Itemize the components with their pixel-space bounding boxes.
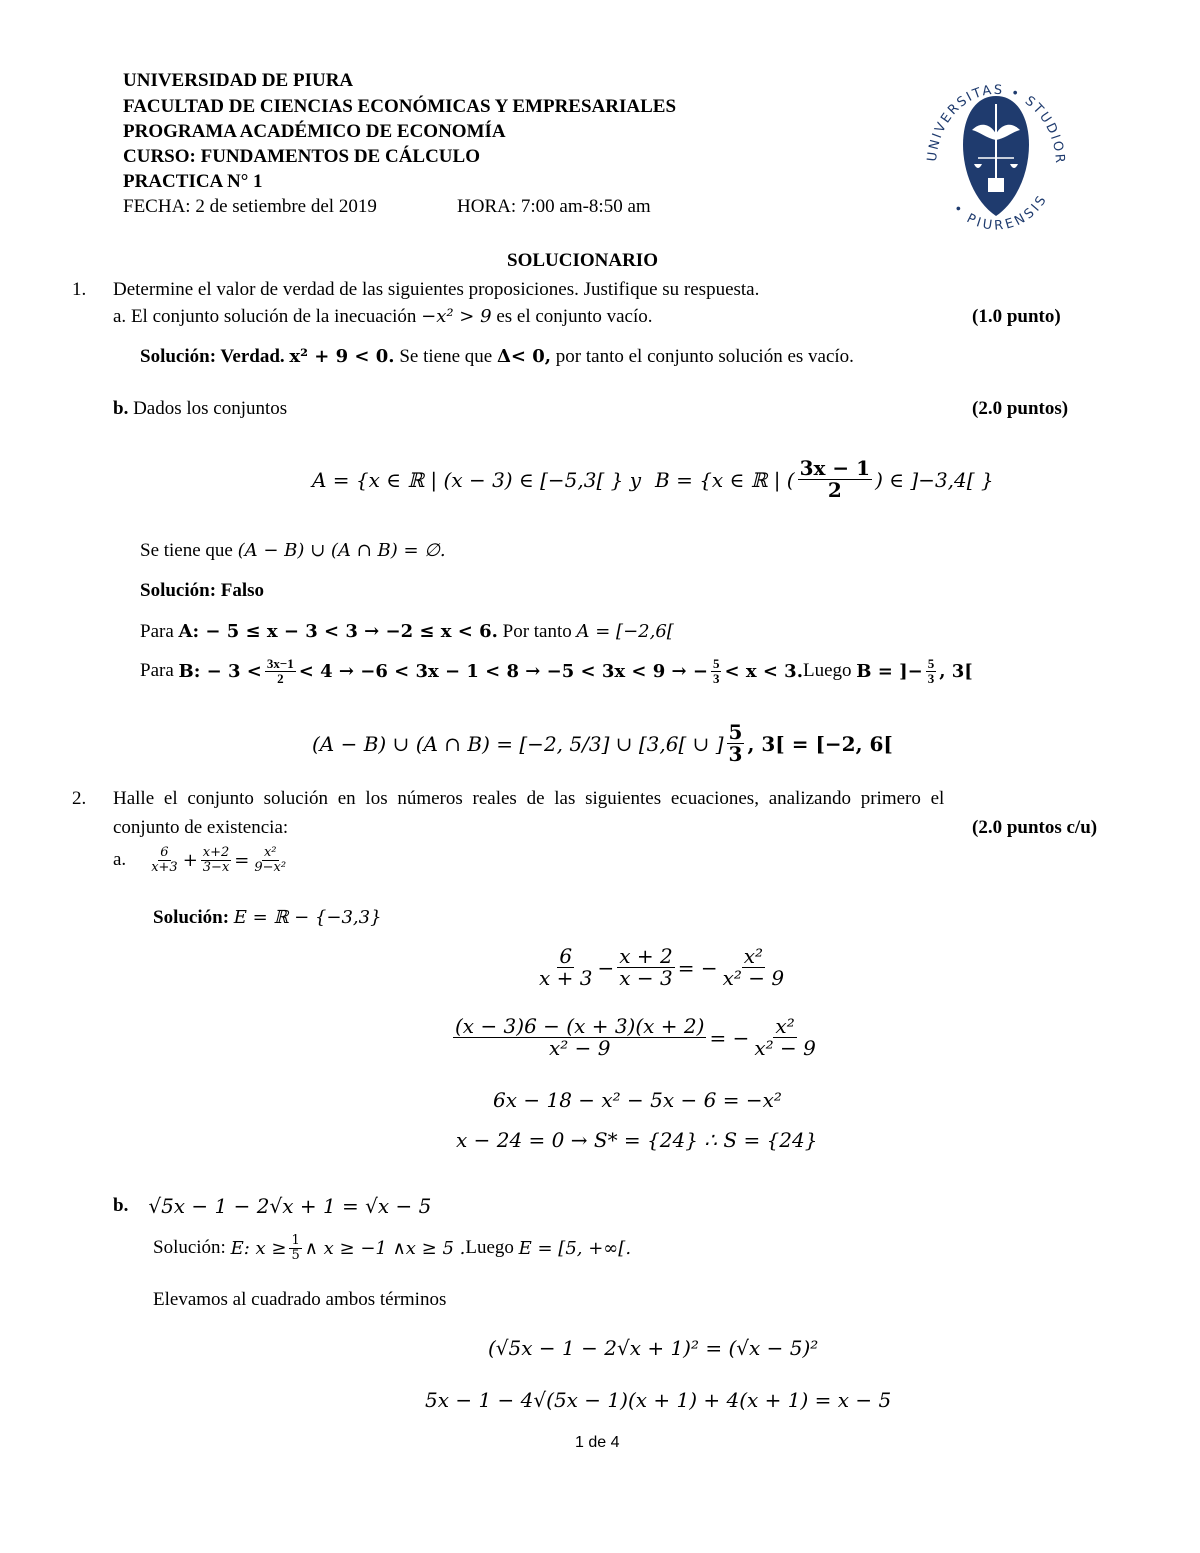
q1b-result-m2: , 3[ = [−2, 6[ <box>747 731 893 756</box>
q2a-label: a. <box>113 849 127 871</box>
q2a-s1-frac2-num: x + 2 <box>619 944 673 968</box>
q2b-label: b. <box>113 1195 129 1216</box>
page-title: SOLUCIONARIO <box>507 250 658 271</box>
q1b-para-b-m4: B = ]− <box>856 660 923 682</box>
q1b-para-b-frac3 <box>926 657 937 685</box>
q1b-para-b-frac2-num: 5 <box>712 656 720 671</box>
q1b-sets <box>312 458 994 501</box>
q1b-claim-text: Se tiene que <box>140 540 238 561</box>
q2a-frac2 <box>201 846 232 874</box>
header-course: CURSO: FUNDAMENTOS DE CÁLCULO <box>123 146 480 167</box>
q1b-item <box>113 398 287 420</box>
q2a-s2-frac2 <box>752 1016 818 1059</box>
q2a-solution-math: E = ℝ − {−3,3} <box>233 907 382 928</box>
q1b-result-den: 3 <box>728 742 743 766</box>
q2-statement-line2: conjunto de existencia: <box>113 817 289 838</box>
q1b-set-a: A = {x ∈ ℝ | (x − 3) ∈ [−5,3[ } y <box>312 467 642 492</box>
q2a-equation <box>113 846 291 874</box>
q1-number: 1. <box>72 279 87 300</box>
q2b-solution-frac-den: 5 <box>291 1247 300 1263</box>
q1b-para-b-frac1-den: 2 <box>277 670 284 686</box>
q2b-eq: √5x − 1 − 2√x + 1 = √x − 5 <box>148 1194 432 1218</box>
q1a-solution-text1: Se tiene que <box>394 346 497 367</box>
q2a-frac2-den: 3−x <box>202 859 230 875</box>
q1b-para-a <box>140 621 674 643</box>
q1a-label: a. <box>113 306 127 327</box>
q2a-frac1 <box>149 846 180 874</box>
q1b-solution-label: Solución: Falso <box>140 580 265 601</box>
q2b-equation <box>113 1194 431 1218</box>
page-number: 1 de 4 <box>575 1434 620 1451</box>
q1a-text-post: es el conjunto vacío. <box>491 306 653 327</box>
q1b-set-b-den: 2 <box>827 478 842 502</box>
q1a-text-pre: El conjunto solución de la inecuación <box>130 306 422 327</box>
q1b-set-b-fraction <box>798 458 872 501</box>
q1a-solution-text2: por tanto el conjunto solución es vacío. <box>551 346 854 367</box>
q2b-solution-text: Solución: <box>153 1237 226 1259</box>
q2-statement-line1: Halle el conjunto solución en los números reales de las siguientes ecuaciones, analizando primero el <box>113 788 945 809</box>
q1b-para-a-math2: A = [−2,6[ <box>576 621 674 642</box>
q2a-solution <box>153 907 382 929</box>
q1a-math: −x² > 9 <box>421 306 492 327</box>
header-university: UNIVERSIDAD DE PIURA <box>123 70 354 91</box>
q1a-solution-math2: Δ< 0, <box>496 346 552 367</box>
q1b-claim <box>140 540 446 562</box>
q1a-solution <box>140 346 854 368</box>
q2b-solution-frac <box>289 1234 301 1262</box>
q1b-para-b-frac1 <box>265 657 296 685</box>
q2a-eq: = <box>234 849 250 871</box>
q1b-points: (2.0 puntos) <box>972 398 1069 419</box>
q2a-s1-frac3 <box>721 946 787 989</box>
header-faculty: FACULTAD DE CIENCIAS ECONÓMICAS Y EMPRESARIALES <box>123 96 677 117</box>
q2a-s1-eq: = − <box>677 955 718 980</box>
q2a-solution-label: Solución: <box>153 907 230 928</box>
q2a-s2-frac1-num: (x − 3)6 − (x + 3)(x + 2) <box>455 1014 705 1038</box>
q1b-text: Dados los conjuntos <box>133 398 288 419</box>
q1b-para-b-frac2 <box>711 657 722 685</box>
q2a-s1-frac2-den: x − 3 <box>619 966 673 990</box>
header-date: FECHA: 2 de setiembre del 2019 <box>123 196 377 217</box>
q2a-s1-frac2 <box>617 946 674 989</box>
q1b-para-b-m3: < x < 3. <box>724 660 803 682</box>
university-seal-logo <box>922 66 1070 250</box>
q2a-frac2-num: x+2 <box>202 845 230 860</box>
q2b-square-note: Elevamos al cuadrado ambos términos <box>153 1289 447 1310</box>
q1a-solution-label: Solución: Verdad. <box>140 346 285 367</box>
q2a-s2-frac2-den: x² − 9 <box>754 1036 816 1060</box>
q2a-s2-eq: = − <box>709 1025 750 1050</box>
q2a-step2 <box>450 1016 821 1059</box>
q1b-para-b-frac3-den: 3 <box>927 670 935 686</box>
q2b-solution-m3: E = [5, +∞[. <box>518 1237 632 1259</box>
q2b-solution-frac-num: 1 <box>291 1233 300 1248</box>
q1-statement: Determine el valor de verdad de las siguientes proposiciones. Justifique su respuesta. <box>113 279 760 300</box>
q2a-step1 <box>534 946 789 989</box>
svg-text:UNIVERSITAS • STUDIORUM: UNIVERSITAS • STUDIOR <box>924 82 1068 166</box>
q2a-step4: x − 24 = 0 → S* = {24} ∴ S = {24} <box>456 1128 818 1152</box>
q1b-set-b-post: ) ∈ ]−3,4[ } <box>875 467 994 492</box>
q1b-para-a-text: Para <box>140 621 179 642</box>
q2b-solution-text2: Luego <box>465 1237 514 1259</box>
q1b-set-b-num: 3x − 1 <box>799 456 871 480</box>
q2a-s2-frac1 <box>453 1016 706 1059</box>
q2a-plus: + <box>182 849 198 871</box>
q1b-label: b. <box>113 398 129 419</box>
header-program: PROGRAMA ACADÉMICO DE ECONOMÍA <box>123 121 506 142</box>
q1b-para-a-math: A: − 5 ≤ x − 3 < 3 → −2 ≤ x < 6. <box>178 621 498 642</box>
q1b-para-a-text2: Por tanto <box>497 621 577 642</box>
q2a-frac3-den: 9−x² <box>254 859 287 875</box>
q2a-frac3-num: x² <box>263 845 277 860</box>
q2a-s1-minus: − <box>597 955 615 980</box>
q2a-frac3 <box>252 846 288 874</box>
q1b-set-b-pre: B = {x ∈ ℝ | ( <box>655 467 795 492</box>
q2a-s2-frac2-num: x² <box>775 1014 795 1038</box>
q2a-frac1-den: x+3 <box>151 859 178 875</box>
q2a-s1-frac1 <box>537 946 594 989</box>
q2-points: (2.0 puntos c/u) <box>972 817 1098 838</box>
q2b-solution-m1: E: x ≥ <box>230 1237 287 1259</box>
q2b-step1: (√5x − 1 − 2√x + 1)² = (√x − 5)² <box>488 1336 819 1360</box>
q1b-para-b-frac1-num: 3x−1 <box>266 656 294 671</box>
q1b-result-frac <box>727 722 745 765</box>
q1a-solution-math: x² + 9 < 0. <box>289 346 395 367</box>
q1b-para-b-m1: B: − 3 < <box>178 660 262 682</box>
q1a-points: (1.0 punto) <box>972 306 1061 327</box>
q2a-frac1-num: 6 <box>160 845 169 860</box>
q2a-s1-frac3-den: x² − 9 <box>722 966 785 990</box>
q2b-solution <box>153 1234 631 1262</box>
q2a-s1-frac1-num: 6 <box>559 944 573 968</box>
q1b-para-b-frac3-num: 5 <box>927 656 935 671</box>
q1b-result-num: 5 <box>728 720 743 744</box>
q1b-claim-math: (A − B) ∪ (A ∩ B) = ∅. <box>237 540 446 561</box>
q2b-step2: 5x − 1 − 4√(5x − 1)(x + 1) + 4(x + 1) = x − 5 <box>425 1388 892 1412</box>
q2a-step3: 6x − 18 − x² − 5x − 6 = −x² <box>493 1088 782 1112</box>
q1b-para-b-text2: Luego <box>802 660 852 682</box>
q2-number: 2. <box>72 788 87 809</box>
q2a-s1-frac1-den: x + 3 <box>539 966 593 990</box>
q1a-item <box>113 306 653 328</box>
q1b-para-b-frac2-den: 3 <box>712 670 720 686</box>
q2a-s1-frac3-num: x² <box>743 944 763 968</box>
q1b-para-b-m2: < 4 → −6 < 3x − 1 < 8 → −5 < 3x < 9 → − <box>298 660 708 682</box>
q1b-result-m1: (A − B) ∪ (A ∩ B) = [−2, 5/3] ∪ [3,6[ ∪ ] <box>312 731 724 756</box>
q1b-result <box>312 722 893 765</box>
svg-text:• PIURENSIS •: • PIURENSIS <box>949 191 1052 234</box>
q2a-s2-frac1-den: x² − 9 <box>548 1036 611 1060</box>
header-time: HORA: 7:00 am-8:50 am <box>457 196 651 217</box>
header-practice: PRACTICA N° 1 <box>123 171 263 192</box>
q2b-solution-m2: ∧ x ≥ −1 ∧x ≥ 5 . <box>304 1237 466 1259</box>
q1b-para-b <box>140 657 973 685</box>
q1b-para-b-m5: , 3[ <box>939 660 973 682</box>
q1b-para-b-text: Para <box>140 660 174 682</box>
